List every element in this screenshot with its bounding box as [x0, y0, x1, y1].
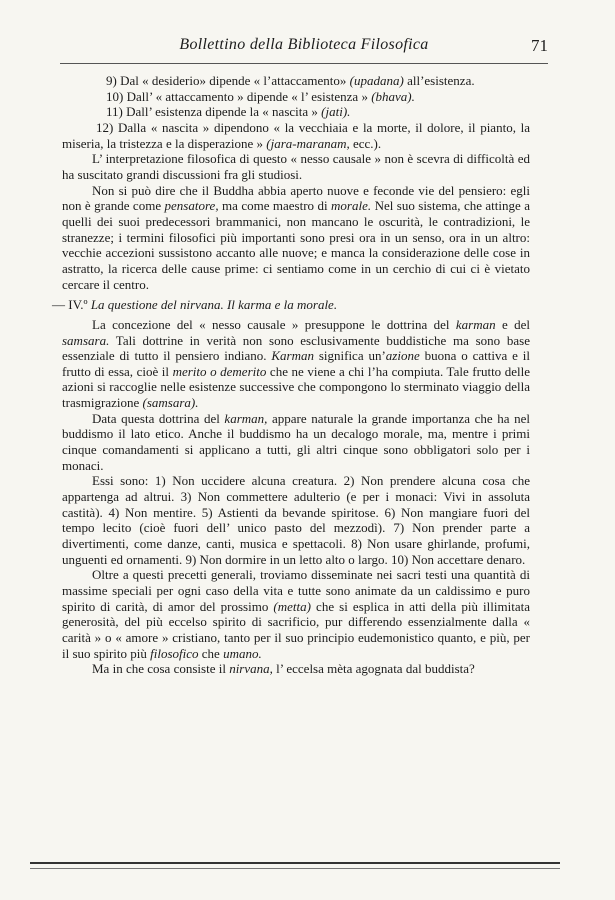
italic-term: filosofico: [150, 645, 199, 661]
text-run: Non si può dire che il Buddha abbia aperto nuove e feconde vie del pensiero: egli non è grande come: [62, 182, 530, 214]
list-item: [62, 104, 530, 120]
italic-term: merito o demerito: [172, 363, 267, 379]
text-run: l’ eccelsa mèta agognata dal buddista?: [272, 661, 475, 677]
text-run: Ma in che cosa consiste il: [92, 661, 230, 677]
paragraph: [62, 567, 530, 661]
text-run: Data questa dottrina del: [92, 410, 225, 426]
item-text: 9) Dal « desiderio» dipende « l’attaccamento»: [106, 73, 350, 88]
item-text: 12) Dalla « nascita » dipendono « la vecchiaia e la morte, il dolore, il pianto, la miseria, la tristezza e la disperazione »: [62, 119, 530, 151]
italic-term: samsara.: [62, 332, 110, 348]
running-header: [60, 36, 548, 60]
italic-term: pensatore,: [164, 198, 219, 214]
italic-term: nirvana,: [229, 661, 273, 677]
paragraph: Essi sono: 1) Non uccidere alcuna creatura. 2) Non prendere alcuna cosa che appartenga ad altrui. 3) Non commettere adulterio (e per i monaci: Vivi in assoluta castità). 4) Non mentire. 5) Astienti da bevande spiritose. 6) Non mangiare fuori del tempo lecito (cioè fuori dell’ unico pasto del mezzodì). 7) Non prender parte a divertimenti, come danze, canti, musica e spettacoli. 8) Non usare ghirlande, profumi, unguenti ed ornamenti. 9) Non dormire in un letto alto o largo. 10) Non accettare denaro.: [62, 473, 530, 567]
italic-term: karman: [455, 316, 496, 332]
item-term: (bhava).: [371, 88, 415, 104]
list-item: [62, 89, 530, 105]
item-term: (jati).: [321, 104, 351, 120]
text-run: che: [198, 645, 224, 661]
list-item: [62, 120, 530, 151]
paragraph: [62, 411, 530, 474]
journal-title: Bollettino della Biblioteca Filosofica: [179, 36, 429, 53]
text-run: ma come maestro di: [218, 198, 332, 214]
text-run: e del: [495, 316, 530, 332]
italic-term: karman,: [224, 410, 268, 426]
italic-term: morale.: [331, 198, 372, 214]
paragraph: [62, 183, 530, 293]
text-run: Tali dottrine in verità non sono esclusivamente buddistiche ma sono base essenziale di tutto il pensiero indiano.: [62, 332, 530, 364]
page-number: 71: [531, 36, 548, 55]
list-item: [62, 73, 530, 89]
item-text: 11) Dall’ esistenza dipende la « nascita »: [106, 104, 322, 120]
text-run: Nel suo sistema, che attinge a quelli dei suoi predecessori brammanici, non mancano le oscurità, le contradizioni, le stranezze; i termini filosofici più importanti sono presi ora in un senso, ora in un altro: vecchie accezioni sussistono accanto alle nuove; e manca la considerazione delle cose in astratto, la ricerca delle cause prime: ci sentiamo come in un cerchio di cui ci è vietato cercare il centro.: [62, 198, 530, 292]
section-title: La questione del nirvana. Il karma e la morale.: [90, 297, 338, 313]
italic-term: umano.: [223, 645, 262, 661]
text-run: appare naturale la grande importanza che ha nel buddismo il lato etico. Anche il buddismo ha un decalogo morale, ma, mentre i primi cinque comandamenti si applicano a tutti, gli altri cinque sono obbligatori solo per i monaci.: [62, 410, 530, 473]
text-run: La concezione del « nesso causale » presuppone le dottrina del: [92, 316, 456, 332]
paragraph: [62, 661, 530, 677]
header-rule: [60, 63, 548, 64]
paragraph: [62, 317, 530, 411]
paragraph: L’ interpretazione filosofica di questo « nesso causale » non è scevra di difficoltà ed ha suscitato grandi discussioni fra gli studiosi.: [62, 151, 530, 182]
item-text: all’esistenza.: [403, 73, 475, 88]
text-run: Oltre a questi precetti generali, troviamo disseminate nei sacri testi una quantità di massime speciali per ogni caso della vita e tutte sono animate da un caldissimo e puro spirito di carità, di amor del prossimo: [62, 567, 530, 614]
italic-term: azione: [385, 348, 420, 364]
item-text: 10) Dall’ « attaccamento » dipende « l’ esistenza »: [106, 88, 372, 104]
italic-term: Karman: [271, 348, 314, 364]
footer-rule: [30, 862, 560, 869]
italic-term: (metta): [273, 598, 311, 614]
item-term: (upadana): [349, 73, 404, 88]
item-term: (jara-maranam,: [266, 135, 350, 151]
section-number: — IV.º: [52, 297, 91, 313]
text-run: buona o cattiva e il frutto di essa, cioè il: [62, 348, 530, 379]
text-run: significa un’: [313, 348, 386, 364]
italic-term: (samsara).: [142, 395, 199, 411]
text-run: che si esplica in atti della più illimitata generosità, del più eccelso spirito di sacrificio, pur differendo essenzialmente dalla « carità » o « amore » cristiano, tanto per il suo principio eudemonistico quanto, e più, per il suo spirito più: [62, 598, 530, 661]
item-text: ecc.).: [349, 135, 382, 151]
text-run: che ne viene a chi l’ha compiuta. Tale frutto delle azioni si raccoglie nelle esistenze successive che compongono lo sterminato viaggio della trasmigrazione: [62, 363, 531, 411]
body-text: [52, 73, 531, 677]
section-heading: [52, 297, 530, 313]
